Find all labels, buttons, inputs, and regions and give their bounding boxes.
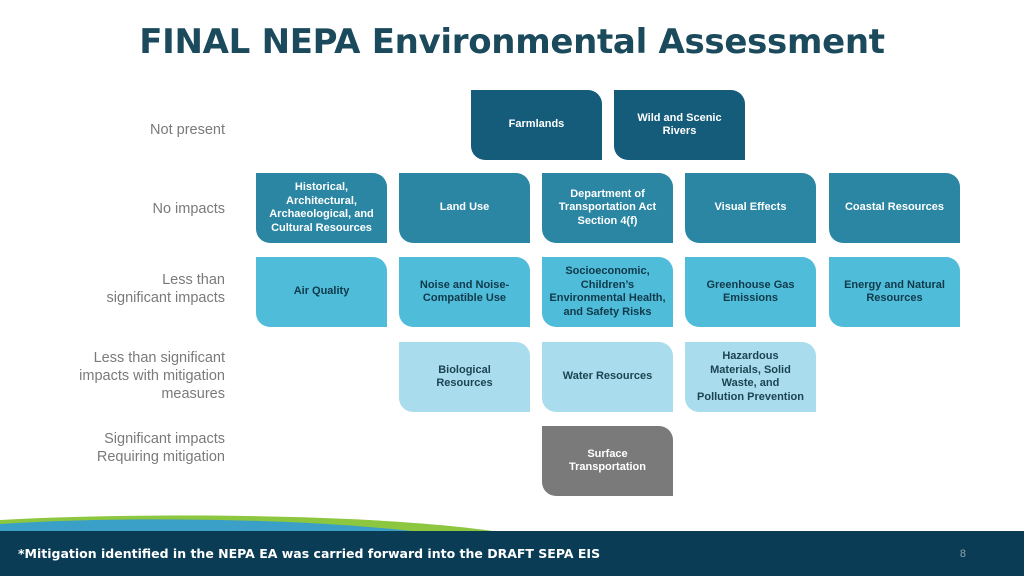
box-greenhouse: Greenhouse Gas Emissions: [685, 257, 816, 327]
row-label-significant: Significant impacts Requiring mitigation: [96, 431, 225, 465]
box-noise: Noise and Noise- Compatible Use: [399, 257, 530, 327]
box-coastal-resources: Coastal Resources: [829, 173, 960, 243]
box-land-use: Land Use: [399, 173, 530, 243]
box-surface-transportation: Surface Transportation: [542, 426, 673, 496]
box-hazardous: Hazardous Materials, Solid Waste, and Pollution Prevention: [685, 342, 816, 412]
row-label-no-impacts: No impacts: [152, 201, 225, 217]
row-label-less-than-significant: Less than significant impacts: [106, 272, 225, 306]
box-visual-effects: Visual Effects: [685, 173, 816, 243]
box-dot-act: Department of Transportation Act Section 4(f): [542, 173, 673, 243]
box-farmlands: Farmlands: [471, 90, 602, 160]
footer-note: *Mitigation identified in the NEPA EA was carried forward into the DRAFT SEPA EIS: [18, 546, 601, 561]
row-label-with-mitigation: Less than significant impacts with mitigation measures: [79, 350, 225, 402]
row-label-not-present: Not present: [150, 122, 225, 138]
box-historical: Historical, Architectural, Archaeological, and Cultural Resources: [256, 173, 387, 243]
box-air-quality: Air Quality: [256, 257, 387, 327]
page-title: FINAL NEPA Environmental Assessment: [139, 22, 885, 62]
box-wild-scenic-rivers: Wild and Scenic Rivers: [614, 90, 745, 160]
box-water: Water Resources: [542, 342, 673, 412]
box-socioeconomic: Socioeconomic, Children’s Environmental Health, and Safety Risks: [542, 257, 673, 327]
box-energy: Energy and Natural Resources: [829, 257, 960, 327]
box-biological: Biological Resources: [399, 342, 530, 412]
page-number: 8: [959, 548, 966, 560]
